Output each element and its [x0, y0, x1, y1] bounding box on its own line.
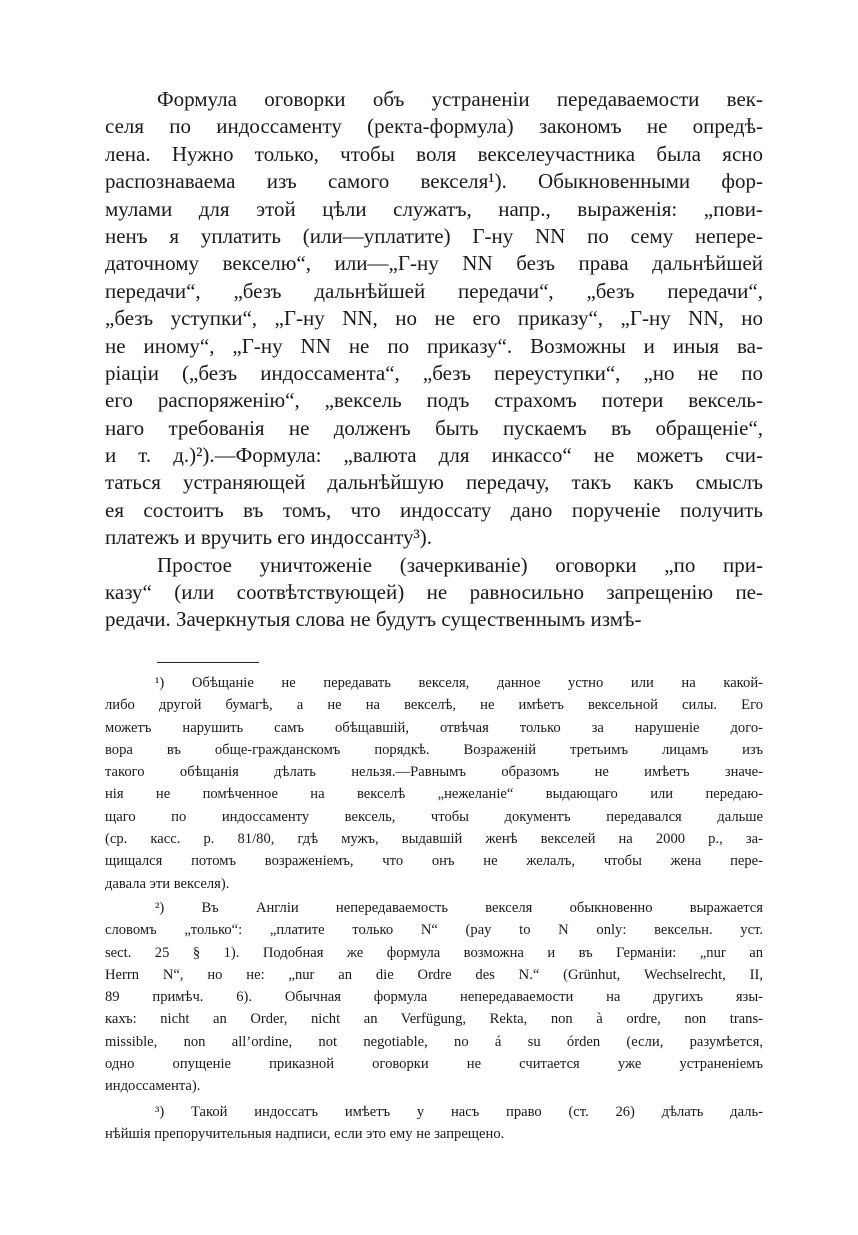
text-line: передачи“, „безъ дальнѣйшей передачи“, „безъ передачи“,	[105, 278, 763, 303]
text-line: его распоряженію“, „вексель подъ страхомъ потери вексель-	[105, 388, 763, 413]
text-line: распознаваема изъ самого векселя¹). Обыкновенными фор-	[105, 169, 763, 194]
text-line: казу“ (или соотвѣтствующей) не равносильно запрещенію пе-	[105, 580, 763, 605]
text-line: редачи. Зачеркнутыя слова не будутъ существеннымъ измѣ-	[105, 607, 642, 632]
text-line: щаго по индоссаменту вексель, чтобы документъ передавался дальше	[105, 808, 763, 825]
text-line: Простое уничтоженіе (зачеркиваніе) оговорки „по при-	[157, 552, 763, 577]
text-line: Формула оговорки объ устраненіи передаваемости век-	[157, 87, 763, 111]
text-line: Herrn N“, но не: „nur an die Ordre des N.“ (Grünhut, Wechselrecht, II,	[105, 966, 763, 983]
text-line: (ср. касс. р. 81/80, гдѣ мужъ, выдавшій женѣ векселей на 2000 р., за-	[105, 831, 763, 848]
text-line: индоссамента).	[105, 1078, 201, 1095]
text-line: наго требованія не долженъ быть пускаемъ въ обращеніе“,	[105, 415, 763, 440]
text-line: ея состоитъ въ томъ, что индоссату дано порученіе получить	[105, 497, 763, 522]
text-line: давала эти векселя).	[105, 875, 230, 892]
text-line: щищался потомъ возраженіемъ, что онъ не желалъ, чтобы жена пере-	[105, 853, 763, 870]
text-line: либо другой бумагѣ, а не на векселѣ, не имѣетъ вексельной силы. Его	[105, 697, 763, 714]
text-line: „безъ уступки“, „Г-ну NN, но не его приказу“, „Г-ну NN, но	[105, 306, 763, 331]
footnote-3	[105, 1101, 763, 1146]
footnote-1	[105, 672, 763, 895]
text-line: кахъ: nicht an Order, nicht an Verfügung, Rekta, non à ordre, non trans-	[105, 1011, 763, 1028]
text-line: даточному векселю“, или—„Г-ну NN безъ права дальнѣйшей	[105, 251, 763, 276]
text-line: таться устраняющей дальнѣйшую передачу, такъ какъ смыслъ	[105, 470, 763, 495]
footnote-separator	[157, 662, 259, 663]
text-line: словомъ „только“: „платите только N“ (pay to N only: вексельн. уст.	[105, 922, 763, 939]
text-line: нѣйшія препоручительныя надписи, если это ему не запрещено.	[105, 1126, 505, 1143]
text-line: ²) Въ Англіи непередаваемость векселя обыкновенно выражается	[155, 900, 763, 916]
text-line: вора въ обще-гражданскомъ порядкѣ. Возраженій третьимъ лицамъ изъ	[105, 741, 763, 758]
text-line: платежъ и вручить его индоссанту³).	[105, 525, 433, 550]
text-line: ³) Такой индоссатъ имѣетъ у насъ право (ст. 26) дѣлать даль-	[155, 1104, 763, 1120]
text-line: missible, non all’ordine, not negotiable, no á su órden (если, разумѣется,	[105, 1033, 763, 1050]
text-line: ріаціи („безъ индоссамента“, „безъ переуступки“, „но не по	[105, 360, 763, 385]
text-line: sect. 25 § 1). Подобная же формула возможна и въ Германіи: „nur an	[105, 944, 763, 961]
text-line: лена. Нужно только, чтобы воля векселеучастника была ясно	[105, 141, 763, 166]
text-line: такого обѣщанія дѣлать нельзя.—Равнымъ образомъ не имѣетъ значе-	[105, 764, 763, 781]
text-line: одно опущеніе приказной оговорки не считается уже устраненіемъ	[105, 1056, 763, 1073]
text-line: ненъ я уплатить (или—уплатите) Г-ну NN по сему непере-	[105, 223, 763, 248]
text-line: не иному“, „Г-ну NN не по приказу“. Возможны и иныя ва-	[105, 333, 763, 358]
text-line: и т. д.)²).—Формула: „валюта для инкассо“ не можетъ счи-	[105, 443, 763, 468]
text-line: нія не помѣченное на векселѣ „нежеланіе“ выдающаго или передаю-	[105, 786, 763, 803]
footnote-2	[105, 897, 763, 1098]
text-line: селя по индоссаменту (ректа-формула) закономъ не опредѣ-	[105, 114, 763, 139]
text-line: ¹) Обѣщаніе не передавать векселя, данное устно или на какой-	[155, 675, 763, 691]
text-line: можетъ нарушить самъ обѣщавшій, отвѣчая только за нарушеніе дого-	[105, 719, 763, 736]
text-line: 89 примѣч. 6). Обычная формула непередаваемости на другихъ язы-	[105, 989, 763, 1006]
main-text	[105, 86, 763, 634]
text-line: мулами для этой цѣли служатъ, напр., выраженія: „пови-	[105, 196, 763, 221]
